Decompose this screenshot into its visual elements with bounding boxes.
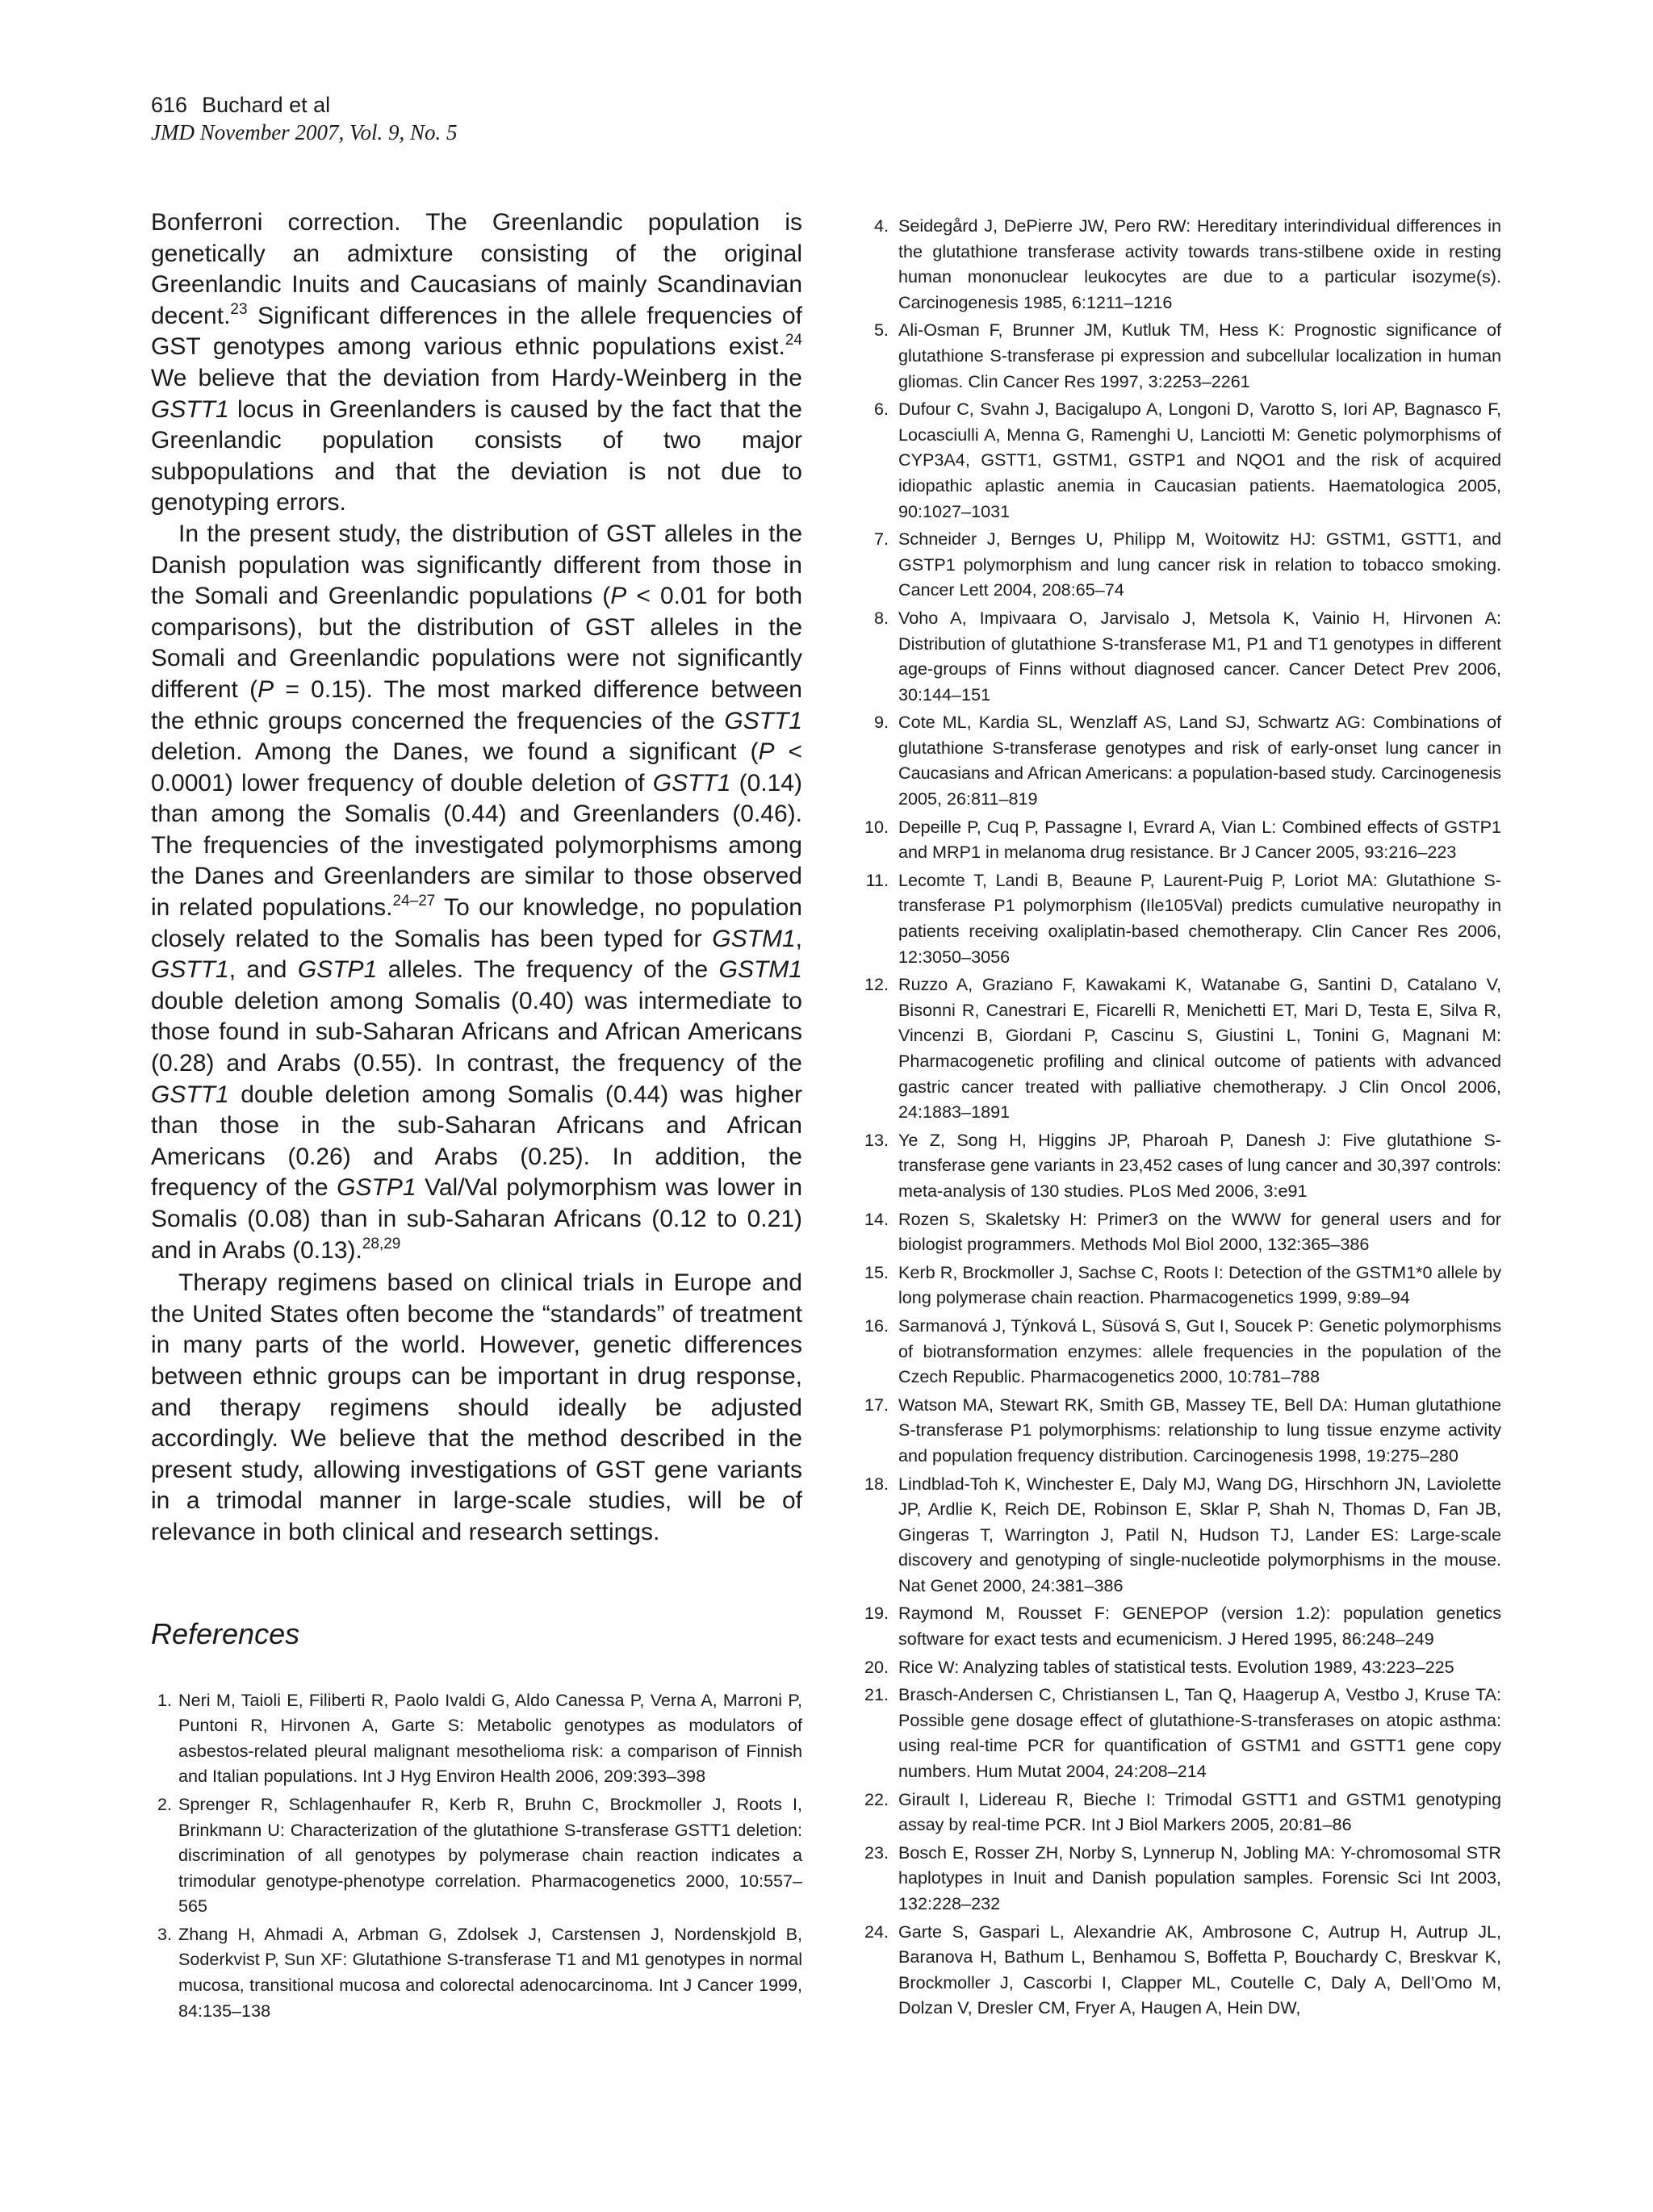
reference-list-right [858,213,1501,2021]
reference-text: Brasch-Andersen C, Christiansen L, Tan Q, Haagerup A, Vestbo J, Kruse TA: Possible gene dosage effect of glutathione-S-transferases on atopic asthma: using real-time PCR for quantification of GSTM1 and GSTT1 gene copy numbers. Hum Mutat 2004, 24:208–214 [898,1684,1501,1782]
gene-name: GSTT1 [652,769,731,797]
reference-item [858,1787,1501,1838]
reference-number: 18. [864,1473,889,1494]
reference-number: 4. [873,215,889,236]
text-run: deletion. Among the Danes, we found a significant ( [151,738,759,766]
reference-number: 7. [873,529,889,550]
gene-name: GSTT1 [151,956,229,984]
text-run: Significant differences in the allele frequencies of GST genotypes among various ethnic populations exist. [151,302,802,361]
reference-number: 21. [864,1684,889,1705]
body-paragraph-3: Therapy regimens based on clinical trials in Europe and the United States often become the “standards” of treatment in many parts of the world. However, genetic differences between ethnic groups can be important in drug response, and therapy regimens should ideally be adjusted accordingly. We believe that the method described in the present study, allowing investigations of GST gene variants in a trimodal manner in large-scale studies, will be of relevance in both clinical and research settings. [151,1269,802,1545]
reference-item [858,1392,1501,1469]
reference-text: Bosch E, Rosser ZH, Norby S, Lynnerup N, Jobling MA: Y-chromosomal STR haplotypes in Inuit and Danish population samples. Forensic Sci Int 2003, 132:228–232 [898,1842,1501,1913]
reference-item [858,1260,1501,1311]
reference-number: 5. [873,320,889,341]
text-run: (0.14) than among the Somalis (0.44) and Greenlanders (0.46). The frequencies of the investigated polymorphisms among the Danes and Greenlanders are similar to those observed in related populations. [151,769,802,922]
reference-text: Lindblad-Toh K, Winchester E, Daly MJ, Wang DG, Hirschhorn JN, Laviolette JP, Ardlie K, Reich DE, Robinson E, Sklar P, Shah N, Thomas D, Fan JB, Gingeras T, Warrington J, Patil N, Hudson TJ, Lander ES: Large-scale discovery and genotyping of single-nucleotide polymorphisms in the mouse. Nat Genet 2000, 24:381–386 [898,1473,1501,1595]
reference-text: Ali-Osman F, Brunner JM, Kutluk TM, Hess K: Prognostic significance of glutathione S-transferase pi expression and subcellular localization in human gliomas. Clin Cancer Res 1997, 3:2253–2261 [898,320,1501,391]
citation-superscript: 24 [785,332,802,349]
reference-item [858,709,1501,811]
reference-text: Ruzzo A, Graziano F, Kawakami K, Watanabe G, Santini D, Catalano V, Bisonni R, Canestrari E, Ficarelli R, Menichetti ET, Mari D, Testa E, Silva R, Vincenzi B, Giordani P, Cascinu S, Giustini L, Tonini G, Magnani M: Pharmacogenetic profiling and clinical outcome of patients with advanced gastric cancer treated with palliative chemotherapy. J Clin Oncol 2006, 24:1883–1891 [898,974,1501,1123]
text-run: , and [228,956,298,984]
references-heading: References [151,1616,300,1650]
stat-symbol: P [610,583,627,610]
reference-number: 19. [864,1603,889,1624]
running-head-authors: Buchard et al [202,93,331,117]
reference-text: Seidegård J, DePierre JW, Pero RW: Hereditary interindividual differences in the glutathione transferase activity towards trans-stilbene oxide in resting human mononuclear leukocytes are due to a particular isozyme(s). Carcinogenesis 1985, 6:1211–1216 [898,215,1501,312]
reference-number: 3. [157,1923,172,1944]
text-run: = 0.15). The most marked difference between the ethnic groups concerned the frequencies of the [151,675,802,734]
reference-item [151,1687,802,1789]
reference-text: Cote ML, Kardia SL, Wenzlaff AS, Land SJ, Schwartz AG: Combinations of glutathione S-transferase genotypes and risk of early-onset lung cancer in Caucasians and African Americans: a population-based study. Carcinogenesis 2005, 26:811–819 [898,712,1501,809]
text-run: We believe that the deviation from Hardy-Weinberg in the [151,364,802,391]
reference-text: Lecomte T, Landi B, Beaune P, Laurent-Puig P, Loriot MA: Glutathione S-transferase P1 polymorphism (Ile105Val) predicts cumulative neuropathy in patients receiving oxaliplatin-based chemotherapy. Clin Cancer Res 2006, 12:3050–3056 [898,869,1501,967]
gene-name: GSTT1 [724,707,802,734]
running-head-line [151,90,457,119]
reference-number: 22. [864,1788,889,1809]
reference-item [858,1127,1501,1204]
reference-item [858,814,1501,865]
text-run: < 0.01 for both comparisons), but the distribution of GST alleles in the Somali and Greenlandic populations were not significantly different ( [151,583,803,703]
reference-number: 10. [864,816,889,837]
reference-number: 1. [157,1689,172,1710]
reference-item [858,396,1501,524]
reference-item [858,317,1501,394]
reference-item [858,868,1501,969]
reference-item [151,1792,802,1919]
gene-name: GSTP1 [297,956,378,984]
reference-item [858,972,1501,1125]
reference-number: 15. [864,1261,889,1282]
reference-text: Zhang H, Ahmadi A, Arbman G, Zdolsek J, Carstensen J, Nordenskjold B, Soderkvist P, Sun XF: Glutathione S-transferase T1 and M1 genotypes in normal mucosa, transitional mucosa and colorectal adenocarcinoma. Int J Cancer 1999, 84:135–138 [178,1923,802,2021]
gene-name: GSTP1 [337,1174,416,1202]
gene-name: GSTT1 [151,395,229,423]
reference-number: 12. [864,974,889,995]
reference-text: Ye Z, Song H, Higgins JP, Pharoah P, Danesh J: Five glutathione S-transferase gene variants in 23,452 cases of lung cancer and 30,397 controls: meta-analysis of 130 studies. PLoS Med 2006, 3:e91 [898,1129,1501,1201]
body-paragraph-2 [151,519,802,1266]
reference-item [151,1921,802,2023]
reference-number: 23. [864,1842,889,1863]
stat-symbol: P [257,675,274,703]
reference-item [858,1654,1501,1680]
reference-text: Garte S, Gaspari L, Alexandrie AK, Ambrosone C, Autrup H, Autrup JL, Baranova H, Bathum L, Benhamou S, Boffetta P, Bouchardy C, Breskvar K, Brockmoller J, Cascorbi I, Clapper ML, Coutelle C, Daly A, Dell’Omo M, Dolzan V, Dresler CM, Fryer A, Haugen A, Hein DW, [898,1921,1501,2018]
reference-number: 9. [873,712,889,733]
left-column [151,207,802,2026]
body-paragraph-1 [151,207,802,519]
running-head [151,90,457,145]
text-run: alleles. The frequency of the [377,956,719,984]
reference-number: 8. [873,607,889,628]
reference-item [858,1682,1501,1783]
reference-item [858,1840,1501,1917]
reference-item [858,1206,1501,1257]
citation-superscript: 23 [230,300,248,318]
text-run: double deletion among Somalis (0.44) was higher than those in the sub-Saharan Africans and African Americans (0.26) and Arabs (0.25). In addition, the frequency of the [151,1081,802,1202]
reference-number: 16. [864,1315,889,1336]
reference-text: Schneider J, Bernges U, Philipp M, Woitowitz HJ: GSTM1, GSTT1, and GSTP1 polymorphism and lung cancer risk in relation to tobacco smoking. Cancer Lett 2004, 208:65–74 [898,529,1501,600]
right-column [858,213,1501,2023]
reference-item [858,526,1501,603]
reference-text: Watson MA, Stewart RK, Smith GB, Massey TE, Bell DA: Human glutathione S-transferase P1 polymorphisms: relationship to lung tissue enzyme activity and population frequency distribution. Carcinogenesis 1998, 19:275–280 [898,1394,1501,1466]
stat-symbol: P [758,738,775,766]
citation-superscript: 28,29 [362,1235,401,1252]
reference-item [858,1600,1501,1651]
reference-item [858,1313,1501,1390]
reference-item [858,1471,1501,1599]
reference-number: 24. [864,1921,889,1942]
reference-number: 11. [865,869,889,890]
reference-text: Raymond M, Rousset F: GENEPOP (version 1.2): population genetics software for exact tests and ecumenicism. J Hered 1995, 86:248–249 [898,1603,1501,1650]
reference-item [858,213,1501,315]
reference-number: 20. [864,1656,889,1677]
reference-text: Girault I, Lidereau R, Bieche I: Trimodal GSTT1 and GSTM1 genotyping assay by real-time PCR. Int J Biol Markers 2005, 20:81–86 [898,1788,1501,1835]
text-run: Val/Val polymorphism was lower in Somalis (0.08) than in sub-Saharan Africans (0.12 to 0.21) and in Arabs (0.13). [151,1174,802,1264]
reference-number: 17. [864,1394,889,1415]
reference-text: Depeille P, Cuq P, Passagne I, Evrard A, Vian L: Combined effects of GSTP1 and MRP1 in melanoma drug resistance. Br J Cancer 2005, 93:216–223 [898,816,1501,863]
reference-item [858,1919,1501,2021]
gene-name: GSTM1 [712,925,796,952]
reference-number: 6. [873,399,889,420]
journal-citation: JMD November 2007, Vol. 9, No. 5 [151,120,458,144]
gene-name: GSTM1 [718,956,802,984]
citation-superscript: 24–27 [392,893,436,910]
gene-name: GSTT1 [151,1081,229,1108]
reference-number: 14. [864,1208,889,1229]
text-run: To our knowledge, no population closely related to the Somalis has been typed for [151,894,802,952]
text-run: < 0.0001) lower frequency of double deletion of [151,738,802,797]
reference-text: Rice W: Analyzing tables of statistical tests. Evolution 1989, 43:223–225 [898,1656,1454,1677]
text-run: In the present study, the distribution of GST alleles in the Danish population was significantly different from those in the Somali and Greenlandic populations ( [151,520,802,610]
text-run: locus in Greenlanders is caused by the fact that the Greenlandic population consists of two major subpopulations and that the deviation is not due to genotyping errors. [151,395,802,516]
reference-text: Voho A, Impivaara O, Jarvisalo J, Metsola K, Vainio H, Hirvonen A: Distribution of glutathione S-transferase M1, P1 and T1 genotypes in different age-groups of Finns without diagnosed cancer. Cancer Detect Prev 2006, 30:144–151 [898,607,1501,705]
reference-text: Kerb R, Brockmoller J, Sachse C, Roots I: Detection of the GSTM1*0 allele by long polymerase chain reaction. Pharmacogenetics 1999, 9:89–94 [898,1261,1501,1308]
reference-text: Neri M, Taioli E, Filiberti R, Paolo Ivaldi G, Aldo Canessa P, Verna A, Marroni P, Puntoni R, Hirvonen A, Garte S: Metabolic genotypes as modulators of asbestos-related pleural malignant mesothelioma risk: a comparison of Finnish and Italian populations. Int J Hyg Environ Health 2006, 209:393–398 [178,1689,802,1787]
page-number: 616 [151,93,188,117]
reference-text: Sarmanová J, Týnková L, Süsová S, Gut I, Soucek P: Genetic polymorphisms of biotransformation enzymes: allele frequencies in the population of the Czech Republic. Pharmacogenetics 2000, 10:781–788 [898,1315,1501,1387]
reference-text: Dufour C, Svahn J, Bacigalupo A, Longoni D, Varotto S, Iori AP, Bagnasco F, Locasciulli A, Menna G, Ramenghi U, Lanciotti M: Genetic polymorphisms of CYP3A4, GSTT1, GSTM1, GSTP1 and NQO1 and the risk of acquired idiopathic aplastic anemia in Caucasian patients. Haematologica 2005, 90:1027–1031 [898,399,1501,521]
reference-text: Rozen S, Skaletsky H: Primer3 on the WWW for general users and for biologist programmers. Methods Mol Biol 2000, 132:365–386 [898,1208,1501,1255]
reference-text: Sprenger R, Schlagenhaufer R, Kerb R, Bruhn C, Brockmoller J, Roots I, Brinkmann U: Characterization of the glutathione S-transferase GSTT1 deletion: discrimination of all genotypes by polymerase chain reaction indicates a trimodular genotype-phenotype correlation. Pharmacogenetics 2000, 10:557–565 [178,1793,802,1917]
text-run: , [795,925,802,952]
reference-list-left [151,1687,802,2024]
reference-number: 2. [157,1793,172,1814]
reference-number: 13. [864,1129,889,1150]
text-run: double deletion among Somalis (0.40) was intermediate to those found in sub-Saharan Africans and African Americans (0.28) and Arabs (0.55). In contrast, the frequency of the [151,987,802,1077]
text-run: Bonferroni correction. The Greenlandic population is genetically an admixture consisting of the original Greenlandic Inuits and Caucasians of mainly Scandinavian decent. [151,209,802,329]
reference-item [858,605,1501,707]
